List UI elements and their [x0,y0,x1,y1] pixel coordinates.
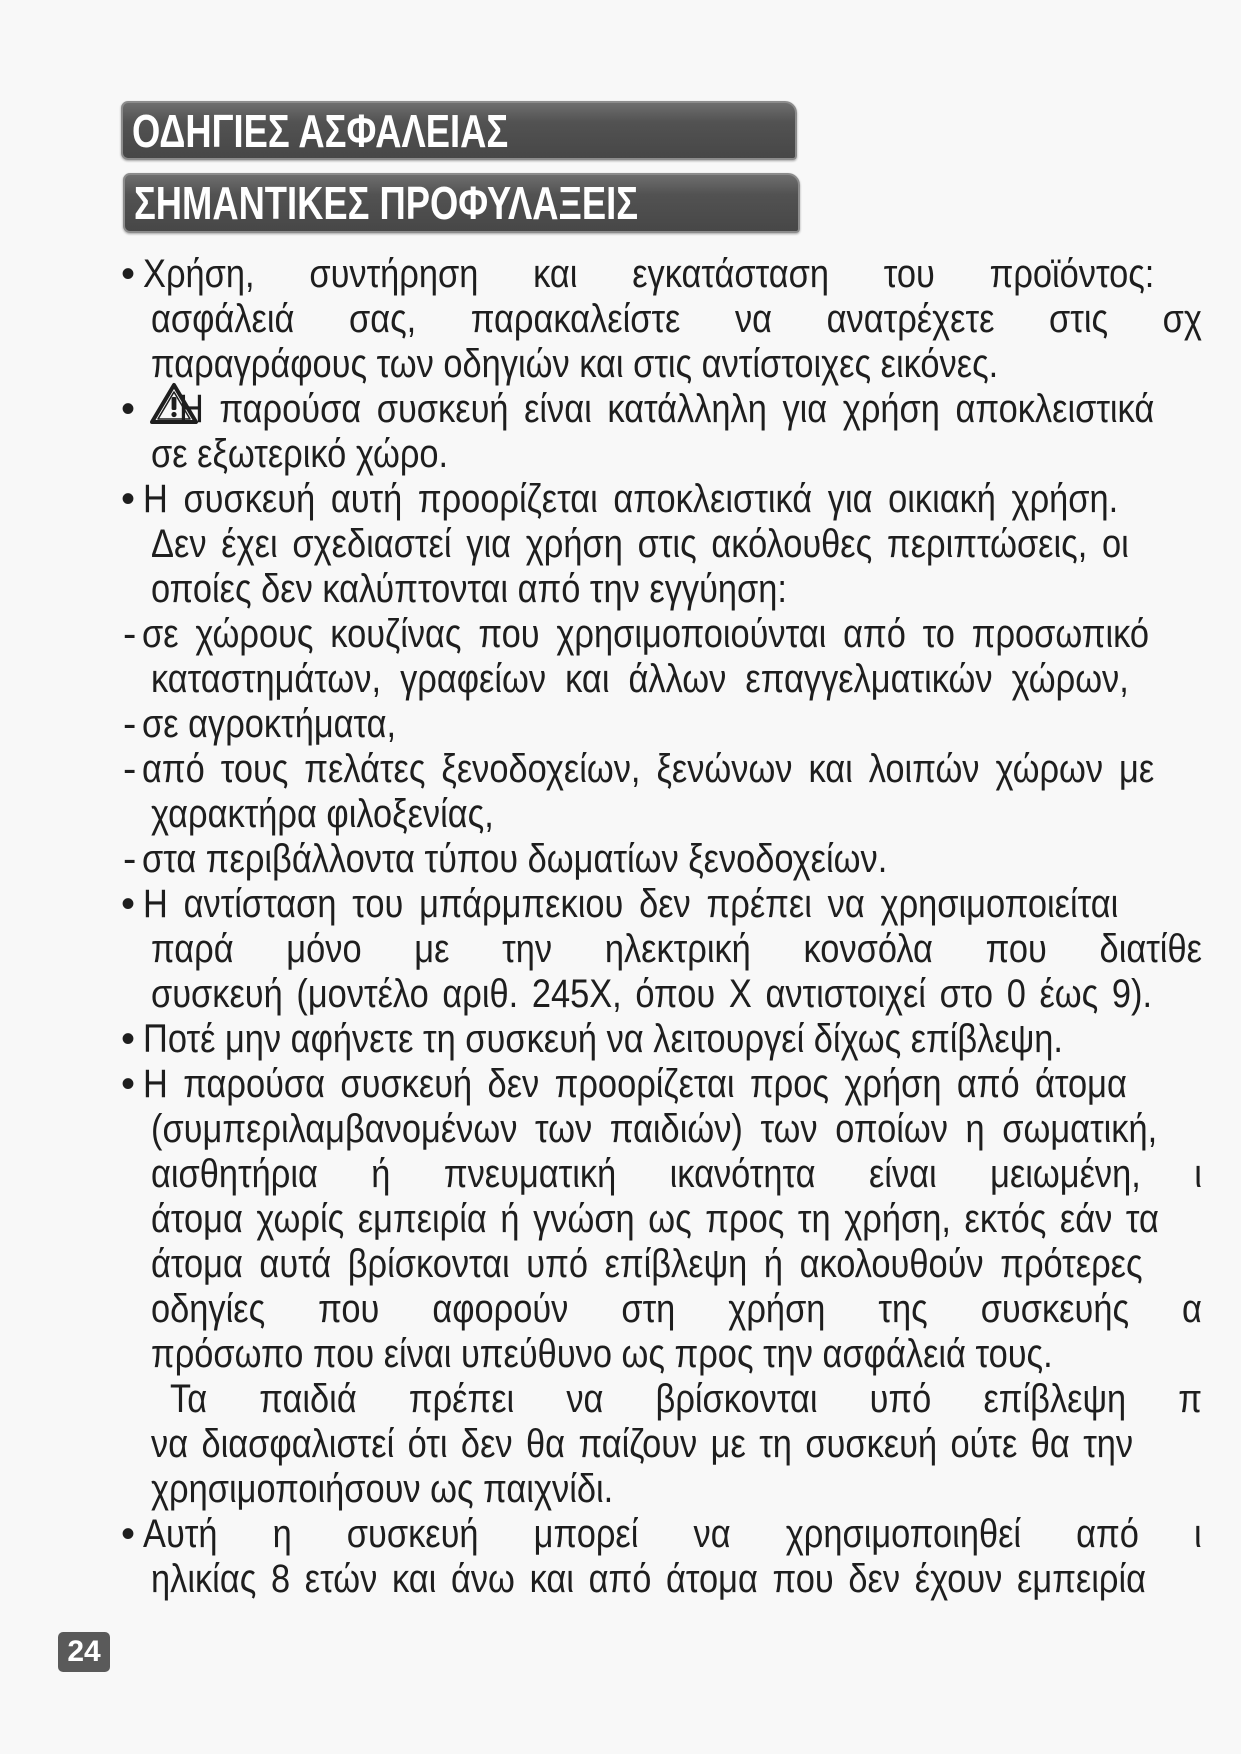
instruction-line: Δεν έχει σχεδιαστεί για χρήση στις ακόλουθες περιπτώσεις, οι [151,522,1129,566]
bullet-marker: • [121,477,136,521]
instruction-line: αισθητήρια ή πνευματική ικανότητα είναι μειωμένη, ι [151,1152,1202,1196]
instruction-line: σε χώρους κουζίνας που χρησιμοποιούνται από το προσωπικό [142,612,1150,656]
warning-triangle-icon [149,382,199,425]
instruction-line: άτομα αυτά βρίσκονται υπό επίβλεψη ή ακολουθούν πρότερες [151,1242,1143,1286]
instruction-line: Η συσκευή αυτή προορίζεται αποκλειστικά για οικιακή χρήση. [143,477,1119,521]
bullet-marker: • [121,882,136,926]
instruction-line: άτομα χωρίς εμπειρία ή γνώση ως προς τη χρήση, εκτός εάν τα [151,1197,1159,1241]
instruction-line: Χρήση, συντήρηση και εγκατάσταση του προϊόντος: [143,252,1155,296]
section-subtitle: ΣΗΜΑΝΤΙΚΕΣ ΠΡΟΦΥΛΑΞΕΙΣ [134,177,639,229]
instruction-line: σε αγροκτήματα, [142,702,397,746]
instruction-line: χρησιμοποιήσουν ως παιχνίδι. [151,1467,614,1511]
instruction-line: πρόσωπο που είναι υπεύθυνο ως προς την ασφάλειά τους. [151,1332,1053,1376]
instruction-line: χαρακτήρα φιλοξενίας, [151,792,494,836]
instruction-line: παραγράφους των οδηγιών και στις αντίστοιχες εικόνες. [151,342,999,386]
instruction-line: Ποτέ μην αφήνετε τη συσκευή να λειτουργεί δίχως επίβλεψη. [143,1017,1063,1061]
instruction-line: συσκευή (μοντέλο αριθ. 245X, όπου X αντιστοιχεί στο 0 έως 9). [151,972,1153,1016]
dash-marker: - [123,702,137,746]
instruction-line: στα περιβάλλοντα τύπου δωματίων ξενοδοχείων. [142,837,888,881]
section-title: ΟΔΗΓΙΕΣ ΑΣΦΑΛΕΙΑΣ [132,104,509,157]
dash-marker: - [123,612,137,656]
instruction-line: καταστημάτων, γραφείων και άλλων επαγγελματικών χώρων, [151,657,1129,701]
bullet-marker: • [121,1062,136,1106]
instruction-line: οποίες δεν καλύπτονται από την εγγύηση: [151,567,787,611]
section-title-bar [121,101,797,160]
instruction-line: ηλικίας 8 ετών και άνω και από άτομα που δεν έχουν εμπειρία [151,1557,1147,1601]
instruction-line: Αυτή η συσκευή μπορεί να χρησιμοποιηθεί από ι [143,1512,1202,1556]
instruction-line: οδηγίες που αφορούν στη χρήση της συσκευής α [151,1287,1202,1331]
instruction-line: παρά μόνο με την ηλεκτρική κονσόλα που διατίθε [151,927,1202,971]
instruction-line: σε εξωτερικό χώρο. [151,432,449,476]
dash-marker: - [123,837,137,881]
instruction-line: Τα παιδιά πρέπει να βρίσκονται υπό επίβλεψη π [170,1377,1202,1421]
bullet-marker: • [121,1017,136,1061]
instruction-line: Η παρούσα συσκευή είναι κατάλληλη για χρήση αποκλειστικά [179,387,1155,431]
page-number: 24 [58,1632,110,1672]
bullet-marker: • [121,1512,136,1556]
section-subtitle-bar [123,173,800,233]
bullet-marker: • [121,252,136,296]
bullet-marker: • [121,387,136,431]
dash-marker: - [123,747,137,791]
instruction-line: να διασφαλιστεί ότι δεν θα παίζουν με τη συσκευή ούτε θα την [151,1422,1134,1466]
instruction-line: (συμπεριλαμβανομένων των παιδιών) των οποίων η σωματική, [151,1107,1158,1151]
instruction-line: ασφάλειά σας, παρακαλείστε να ανατρέχετε στις σχ [151,297,1202,341]
instruction-line: από τους πελάτες ξενοδοχείων, ξενώνων και λοιπών χώρων με [142,747,1155,791]
instruction-line: Η παρούσα συσκευή δεν προορίζεται προς χρήση από άτομα [143,1062,1127,1106]
instruction-line: Η αντίσταση του μπάρμπεκιου δεν πρέπει να χρησιμοποιείται [143,882,1119,926]
